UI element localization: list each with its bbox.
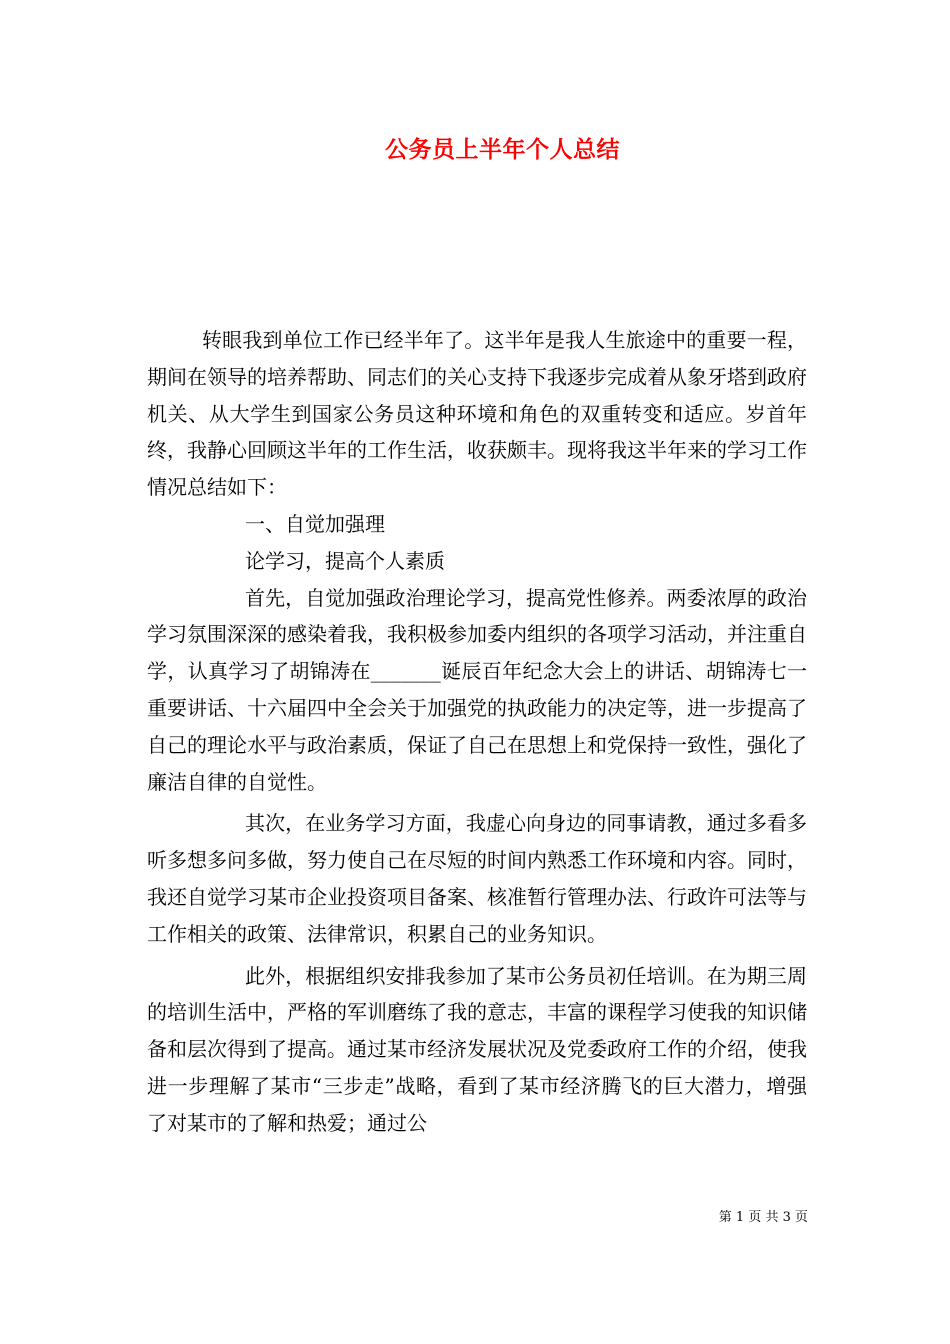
- page-title: 公务员上半年个人总结: [385, 137, 620, 163]
- section-heading-line-2: 论学习，提高个人素质: [245, 548, 445, 573]
- paragraph-first: 首先，自觉加强政治理论学习，提高党性修养。两委浓厚的政治学习氛围深深的感染着我，我积极参加委内组织的各项学习活动，并注重自学，认真学习了胡锦涛在_______诞辰百年纪念大会上的讲话、胡锦涛七一重要讲话、十六届四中全会关于加强党的执政能力的决定等，进一步提高了自己的理论水平与政治素质，保证了自己在思想上和党保持一致性，强化了廉洁自律的自觉性。: [147, 585, 807, 794]
- paragraph-third: 此外，根据组织安排我参加了某市公务员初任培训。在为期三周的培训生活中，严格的军训磨练了我的意志，丰富的课程学习使我的知识储备和层次得到了提高。通过某市经济发展状况及党委政府工作的介绍，使我进一步理解了某市“三步走”战略，看到了某市经济腾飞的巨大潜力，增强了对某市的了解和热爱；通过公: [147, 963, 807, 1135]
- document-body: [147, 322, 807, 1142]
- paragraph-second: 其次，在业务学习方面，我虚心向身边的同事请教，通过多看多听多想多问多做，努力使自己在尽短的时间内熟悉工作环境和内容。同时，我还自觉学习某市企业投资项目备案、核准暂行管理办法、行政许可法等与工作相关的政策、法律常识，积累自己的业务知识。: [147, 811, 807, 946]
- page-number-footer: 第 1 页 共 3 页: [718, 1210, 808, 1225]
- section-heading-line-1: 一、自觉加强理: [245, 511, 385, 536]
- paragraph-intro: 转眼我到单位工作已经半年了。这半年是我人生旅途中的重要一程，期间在领导的培养帮助、同志们的关心支持下我逐步完成着从象牙塔到政府机关、从大学生到国家公务员这种环境和角色的双重转变和适应。岁首年终，我静心回顾这半年的工作生活，收获颇丰。现将我这半年来的学习工作情况总结如下：: [147, 328, 807, 500]
